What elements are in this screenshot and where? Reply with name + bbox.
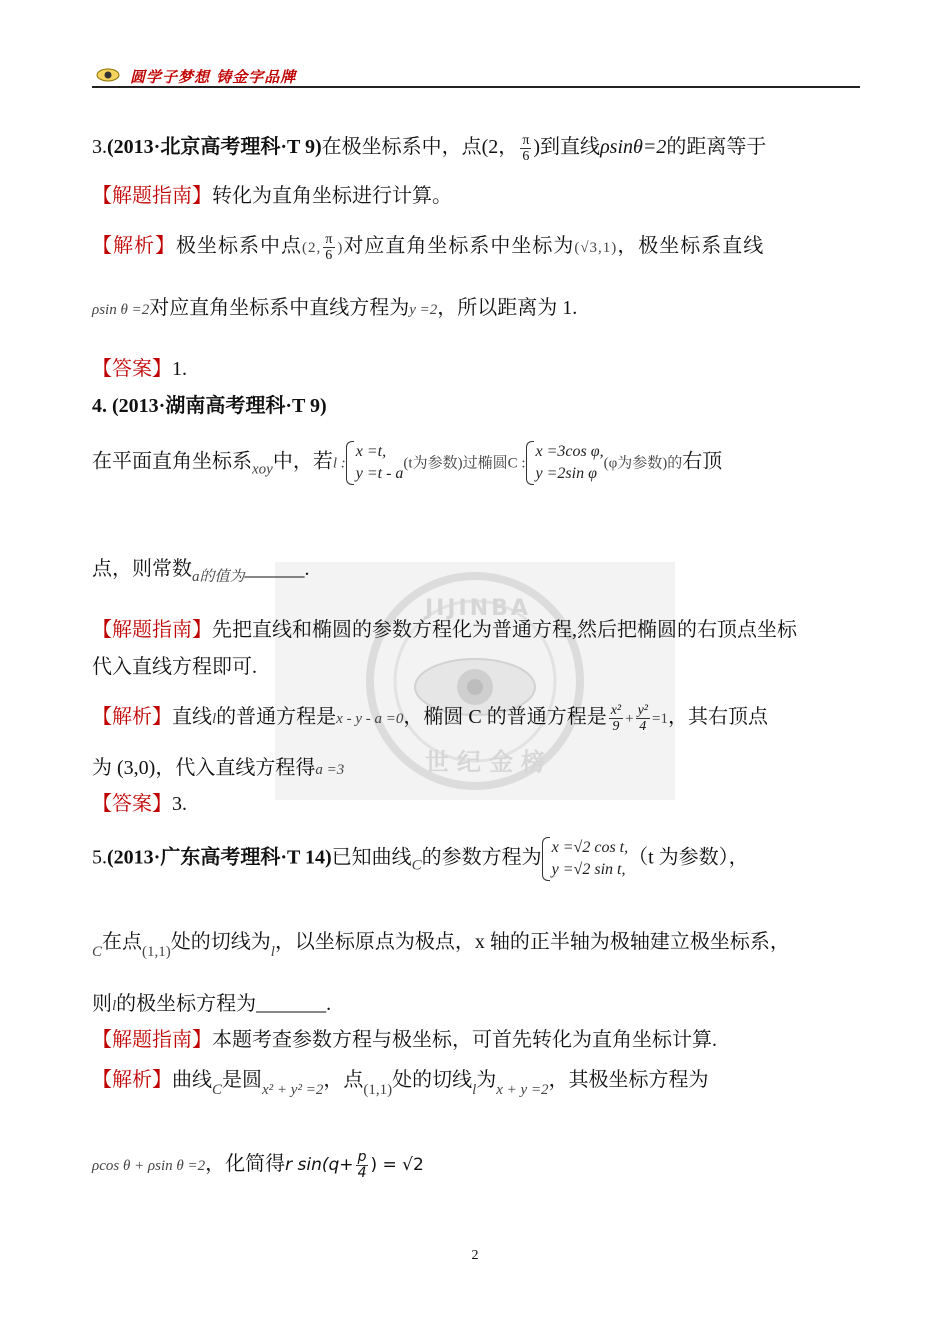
q4-guide-label: 【解题指南】 [92, 619, 212, 641]
q5-analysis-c: C [212, 1082, 223, 1098]
q5-analysis-label: 【解析】 [92, 1069, 172, 1091]
q4-a-var: a的值为 [192, 569, 245, 585]
q3-answer-label: 【答案】 [92, 358, 172, 380]
q4-text-a: 在平面直角坐标系 [92, 450, 252, 473]
q4-analysis-e: 为 (3,0)，代入直线方程得 [92, 757, 316, 779]
q3-analysis-label: 【解析】 [92, 235, 176, 258]
q3-question [92, 133, 766, 164]
q4-answer-value: 3. [172, 793, 187, 815]
q5-blank: _______. [256, 993, 332, 1015]
q4-analysis-a: 直线 [172, 706, 212, 729]
q4-answer [92, 792, 187, 816]
q3-source: (2013·北京高考理科·T 9) [107, 136, 322, 159]
q5-line3-a: 则 [92, 993, 112, 1015]
q3-analysis-a: 极坐标系中点 [176, 235, 302, 258]
q4-text-c: 右顶 [682, 450, 723, 473]
q5-simplify: ，化简得 [205, 1153, 286, 1176]
q4-analysis-2 [92, 756, 344, 782]
q4-guide-text1: 先把直线和椭圆的参数方程化为普通方程,然后把椭圆的右顶点坐标 [212, 619, 797, 641]
q4-text-d: 点，则常数 [92, 558, 192, 580]
q4-question-2 [92, 557, 310, 589]
watermark-sub: 世纪金榜 [425, 748, 553, 776]
q4-result: a =3 [315, 762, 345, 778]
q3-eq-polar: ρsin θ =2 [92, 302, 150, 318]
q5-analysis-f: 为 [476, 1069, 497, 1091]
q5-guide-text: 本题考查参数方程与极坐标，可首先转化为直角坐标计算. [212, 1029, 717, 1051]
q5-polar-eq: ρcos θ + ρsin θ =2 [92, 1158, 206, 1175]
q4-line-ord: x - y - a =0 [336, 711, 404, 728]
q3-point-b: ) [337, 240, 344, 257]
q5-guide [92, 1028, 717, 1052]
q5-point: (1,1) [142, 944, 171, 960]
q4-xoy: xoy [252, 461, 273, 478]
q5-analysis-2 [92, 1150, 424, 1181]
q4-title: 4. (2013·湖南高考理科·T 9) [92, 395, 327, 417]
q3-guide-label: 【解题指南】 [92, 185, 212, 207]
q4-guide-2: 代入直线方程即可. [92, 656, 257, 678]
q5-text-a: 已知曲线 [331, 846, 412, 869]
q5-line2-b: 处的切线为 [170, 931, 271, 953]
q5-curve-system: x =√2 cos t, y =√2 sin t, [542, 837, 628, 881]
q3-analysis-e: ，所以距离为 1. [437, 297, 578, 319]
q3-analysis-b: 对应直角坐标系中坐标为 [343, 235, 575, 258]
q4-eq-one: =1 [652, 711, 668, 728]
q4-param-phi: (φ为参数)的 [603, 455, 683, 472]
header-brand: 圆学子梦想 铸金字品牌 [130, 68, 297, 86]
q3-answer-value: 1. [172, 358, 187, 380]
q5-line2-c: C [92, 944, 103, 960]
q3-line-eq: ρsinθ=2 [600, 136, 667, 159]
q3-point-a: (2, [302, 240, 322, 257]
q4-param-t: (t为参数)过椭圆C : [403, 455, 526, 472]
q5-prefix: 5. [92, 846, 107, 869]
q5-line2-c2: ，以坐标原点为极点，x 轴的正半轴为极轴建立极坐标系， [274, 931, 790, 953]
q5-circle: x² + y² =2 [262, 1082, 324, 1098]
q4-frac-x: $\frac{\text{x²}}{9}$ [610, 703, 622, 734]
q4-question [92, 441, 722, 485]
q3-answer [92, 357, 187, 381]
q3-analysis [92, 232, 764, 263]
q5-guide-label: 【解题指南】 [92, 1029, 212, 1051]
q4-frac-y: $\frac{\text{y²}}{4}$ [637, 703, 649, 734]
q5-analysis-l: l [472, 1082, 477, 1098]
q5-question [92, 837, 749, 881]
q3-analysis-d: 对应直角坐标系中直线方程为 [149, 297, 410, 319]
q3-analysis-c: ，极坐标系直线 [617, 235, 765, 258]
q4-analysis: 【解析】直线l的普通方程是x - y - a =0，椭圆 C 的普通方程是 $\frac{\text{x²}}{9}$ + $\frac{\text{y²}}{4}$ =1，其右顶点 [92, 703, 768, 734]
q4-ellipse-system: x =3cos φ, y =2sin φ [526, 441, 604, 485]
q4-analysis-label: 【解析】 [92, 706, 172, 729]
q4-l-var: l [212, 711, 217, 728]
q5-line2-a: 在点 [102, 931, 143, 953]
q5-result-frac: $\frac{p}{4}$ [357, 1149, 367, 1181]
q5-c-var: C [411, 857, 422, 874]
q4-text-b: 中，若 [272, 450, 333, 473]
q3-fraction: $\frac{\pi}{6}$ [522, 133, 530, 164]
q5-question-2 [92, 930, 790, 964]
q5-analysis-b: 是圆 [222, 1069, 263, 1091]
q5-line3-b: 的极坐标方程为 [116, 993, 257, 1015]
q5-analysis [92, 1068, 709, 1102]
q3-text-a: 在极坐标系中，点(2， [321, 136, 519, 159]
q4-analysis-c: ，椭圆 C 的普通方程是 [403, 706, 607, 729]
header-divider [92, 86, 860, 88]
q3-rect-point: (√3,1) [574, 240, 618, 257]
q5-source: (2013·广东高考理科·T 14) [107, 846, 332, 869]
q4-analysis-d: ，其右顶点 [667, 706, 768, 729]
q4-l-label: l : [332, 455, 346, 472]
q4-guide [92, 618, 797, 642]
q3-point-frac: $\frac{\pi}{6}$ [325, 232, 334, 263]
q4-answer-label: 【答案】 [92, 793, 172, 815]
q5-line3-l: l [112, 998, 117, 1014]
q5-text-b: 的参数方程为 [421, 846, 542, 869]
q5-result-b: ) = √2 [370, 1155, 424, 1176]
watermark-text: JIJINBA [425, 596, 531, 621]
page-number: 2 [471, 1248, 479, 1263]
q3-text-b: )到直线 [533, 136, 601, 159]
q4-blank: ______. [244, 558, 310, 580]
logo-eye-icon [96, 68, 120, 82]
q5-analysis-g: ，其极坐标方程为 [548, 1069, 709, 1091]
q3-guide [92, 184, 452, 208]
q5-tangent: x + y =2 [496, 1082, 549, 1098]
q5-param: （t 为参数）， [628, 846, 749, 869]
q5-analysis-e: 处的切线 [392, 1069, 473, 1091]
q4-line-system: x =t, y =t - a [346, 441, 404, 485]
q3-text-c: 的距离等于 [666, 136, 767, 159]
q5-analysis-point: (1,1) [363, 1082, 393, 1098]
q3-prefix: 3. [92, 136, 107, 159]
q5-analysis-d: ，点 [323, 1069, 364, 1091]
q3-guide-text: 转化为直角坐标进行计算。 [212, 185, 452, 207]
q5-l-var: l [270, 944, 275, 960]
q3-eq-rect: y =2 [409, 302, 438, 318]
q5-analysis-a: 曲线 [172, 1069, 212, 1091]
q3-analysis-2 [92, 296, 577, 322]
q4-analysis-b: 的普通方程是 [216, 706, 337, 729]
q5-result-a: r sin(q+ [285, 1155, 354, 1176]
q5-question-3 [92, 992, 331, 1018]
